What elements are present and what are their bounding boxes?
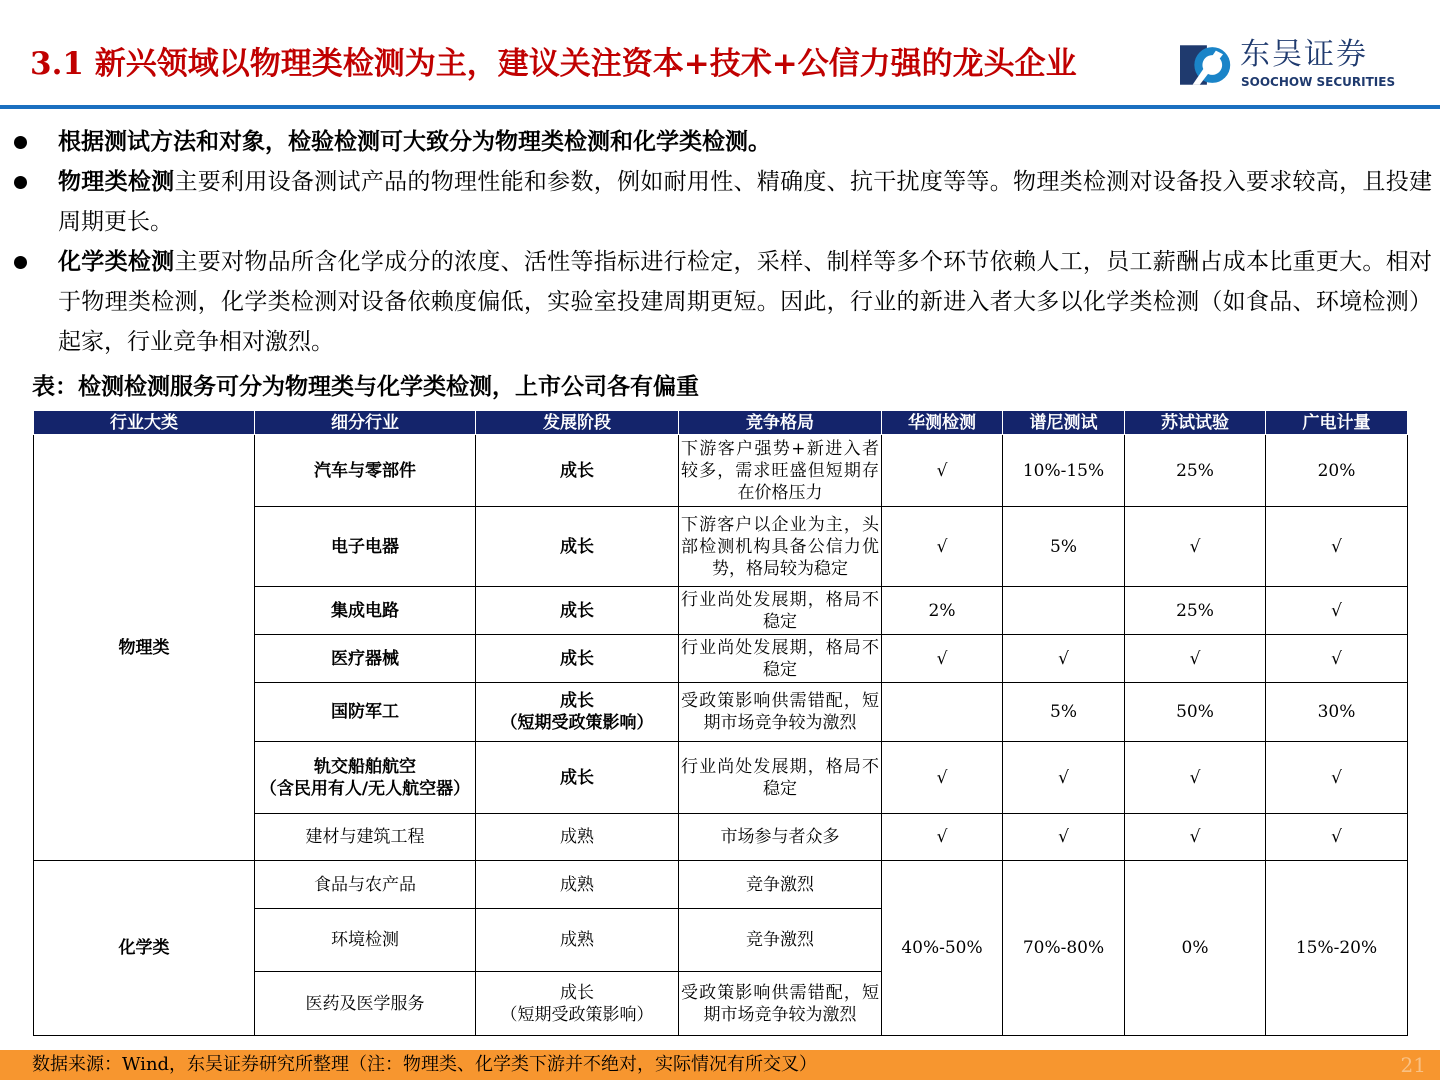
- sub-industry-cell: 医疗器械: [255, 635, 476, 683]
- company-share-cell: √: [882, 814, 1003, 861]
- bullet-dot-icon: [14, 176, 27, 189]
- stage-cell: 成长: [476, 742, 679, 814]
- table-caption: 表：检测检测服务可分为物理类与化学类检测，上市公司各有偏重: [32, 373, 699, 400]
- sub-industry-cell: 医药及医学服务: [255, 972, 476, 1036]
- competition-cell: 下游客户以企业为主，头部检测机构具备公信力优势，格局较为稳定: [679, 507, 882, 587]
- column-header: 华测检测: [882, 411, 1003, 435]
- column-header: 苏试试验: [1125, 411, 1266, 435]
- industry-table: [33, 410, 1408, 1036]
- company-share-cell: √: [1266, 635, 1408, 683]
- company-share-cell: 15%-20%: [1266, 861, 1408, 1036]
- page-number: 21: [1400, 1053, 1426, 1077]
- category-cell: 物理类: [34, 435, 255, 861]
- stage-cell: 成熟: [476, 861, 679, 909]
- bullet-bold-text: 化学类检测: [58, 248, 175, 275]
- stage-cell: 成长 （短期受政策影响）: [476, 683, 679, 742]
- sub-industry-cell: 国防军工: [255, 683, 476, 742]
- company-share-cell: √: [882, 742, 1003, 814]
- company-share-cell: √: [1266, 814, 1408, 861]
- logo-cn-text: 东吴证券: [1240, 37, 1368, 72]
- company-share-cell: √: [1125, 507, 1266, 587]
- company-share-cell: √: [882, 635, 1003, 683]
- competition-cell: 受政策影响供需错配，短期市场竞争较为激烈: [679, 972, 882, 1036]
- company-share-cell: √: [1003, 635, 1125, 683]
- bullet-item: [14, 122, 1432, 162]
- company-share-cell: 30%: [1266, 683, 1408, 742]
- competition-cell: 竞争激烈: [679, 909, 882, 972]
- column-header: 广电计量: [1266, 411, 1408, 435]
- sub-industry-cell: 环境检测: [255, 909, 476, 972]
- bullet-bold-text: 根据测试方法和对象，检验检测可大致分为物理类检测和化学类检测。: [58, 128, 771, 155]
- bullet-dot-icon: [14, 256, 27, 269]
- company-share-cell: √: [1266, 507, 1408, 587]
- bullet-list: [14, 122, 1432, 362]
- company-share-cell: √: [1125, 635, 1266, 683]
- company-share-cell: 50%: [1125, 683, 1266, 742]
- company-share-cell: 0%: [1125, 861, 1266, 1036]
- company-share-cell: [882, 683, 1003, 742]
- company-share-cell: √: [1125, 814, 1266, 861]
- column-header: 细分行业: [255, 411, 476, 435]
- company-share-cell: 5%: [1003, 683, 1125, 742]
- sub-industry-cell: 电子电器: [255, 507, 476, 587]
- company-share-cell: √: [1266, 587, 1408, 635]
- bullet-text: 主要利用设备测试产品的物理性能和参数，例如耐用性、精确度、抗干扰度等等。物理类检测对设备投入要求较高，且投建周期更长。: [58, 169, 1433, 235]
- logo-en-text: SOOCHOW SECURITIES: [1241, 75, 1396, 89]
- footer-bar: [0, 1050, 1440, 1080]
- bullet-item: [14, 242, 1432, 362]
- category-cell: 化学类: [34, 861, 255, 1036]
- table-row: [34, 435, 1408, 507]
- stage-cell: 成长: [476, 435, 679, 507]
- competition-cell: 行业尚处发展期，格局不稳定: [679, 635, 882, 683]
- stage-cell: 成长 （短期受政策影响）: [476, 972, 679, 1036]
- competition-cell: 行业尚处发展期，格局不稳定: [679, 587, 882, 635]
- company-share-cell: [1003, 587, 1125, 635]
- company-share-cell: 10%-15%: [1003, 435, 1125, 507]
- stage-cell: 成熟: [476, 814, 679, 861]
- company-share-cell: √: [1125, 742, 1266, 814]
- competition-cell: 下游客户强势+新进入者较多，需求旺盛但短期存在价格压力: [679, 435, 882, 507]
- company-share-cell: √: [1266, 742, 1408, 814]
- competition-cell: 竞争激烈: [679, 861, 882, 909]
- stage-cell: 成长: [476, 635, 679, 683]
- sub-industry-cell: 建材与建筑工程: [255, 814, 476, 861]
- company-share-cell: 20%: [1266, 435, 1408, 507]
- competition-cell: 市场参与者众多: [679, 814, 882, 861]
- sub-industry-cell: 轨交船舶航空 （含民用有人/无人航空器）: [255, 742, 476, 814]
- company-share-cell: √: [1003, 742, 1125, 814]
- soochow-logo: [1180, 38, 1410, 94]
- competition-cell: 受政策影响供需错配，短期市场竞争较为激烈: [679, 683, 882, 742]
- table-row: [34, 861, 1408, 909]
- company-share-cell: 25%: [1125, 587, 1266, 635]
- company-share-cell: 40%-50%: [882, 861, 1003, 1036]
- sub-industry-cell: 集成电路: [255, 587, 476, 635]
- sub-industry-cell: 汽车与零部件: [255, 435, 476, 507]
- slide-title: 3.1 新兴领域以物理类检测为主，建议关注资本+技术+公信力强的龙头企业: [30, 46, 1077, 82]
- sub-industry-cell: 食品与农产品: [255, 861, 476, 909]
- column-header: 竞争格局: [679, 411, 882, 435]
- company-share-cell: 2%: [882, 587, 1003, 635]
- stage-cell: 成长: [476, 507, 679, 587]
- company-share-cell: 25%: [1125, 435, 1266, 507]
- logo-mark-icon: [1180, 44, 1232, 86]
- bullet-dot-icon: [14, 136, 27, 149]
- header-divider: [0, 105, 1440, 109]
- company-share-cell: 70%-80%: [1003, 861, 1125, 1036]
- bullet-bold-text: 物理类检测: [58, 168, 175, 195]
- stage-cell: 成长: [476, 587, 679, 635]
- bullet-text: 主要对物品所含化学成分的浓度、活性等指标进行检定，采样、制样等多个环节依赖人工，员工薪酬占成本比重更大。相对于物理类检测，化学类检测对设备依赖度偏低，实验室投建周期更短。因此，行业的新进入者大多以化学类检测（如食品、环境检测）起家，行业竞争相对激烈。: [58, 249, 1433, 355]
- company-share-cell: √: [882, 435, 1003, 507]
- table-header-row: [34, 411, 1408, 435]
- company-share-cell: √: [1003, 814, 1125, 861]
- competition-cell: 行业尚处发展期，格局不稳定: [679, 742, 882, 814]
- bullet-item: [14, 162, 1432, 242]
- column-header: 行业大类: [34, 411, 255, 435]
- company-share-cell: √: [882, 507, 1003, 587]
- stage-cell: 成熟: [476, 909, 679, 972]
- column-header: 谱尼测试: [1003, 411, 1125, 435]
- data-source-note: 数据来源：Wind，东吴证券研究所整理（注：物理类、化学类下游并不绝对，实际情况有所交叉）: [32, 1054, 818, 1075]
- company-share-cell: 5%: [1003, 507, 1125, 587]
- column-header: 发展阶段: [476, 411, 679, 435]
